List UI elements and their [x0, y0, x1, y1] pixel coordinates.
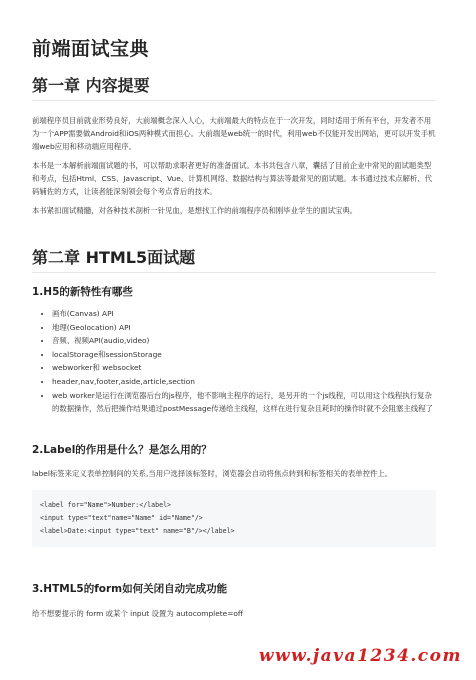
list-item: • localStorage和sessionStorage [52, 348, 436, 362]
list-item: • web worker是运行在浏览器后台的js程序，他不影响主程序的运行，是另开的一个js线程，可以用这个线程执行复杂的数据操作，然后把操作结果通过postMessage传递给主线程，这样在进行复杂且耗时的操作时就不会阻塞主线程了 [52, 389, 436, 416]
code-line: <label>Date:<input type="text" name="B"/></label> [40, 526, 235, 535]
list-item: • 画布(Canvas) API [52, 307, 436, 321]
section-3-heading: 3.HTML5的form如何关闭自动完成功能 [32, 582, 228, 595]
list-item: • 地理(Geolocation) API [52, 321, 436, 335]
chapter-1-paragraph: 本书是一本解析前端面试题的书，可以帮助求职者更好的准备面试。本书共包含八章，囊括了目前企业中常见的面试题类型和考点，包括Html、CSS、Javascript、Vue、计算机网络、数据结构与算法等最常见的面试题。本书通过技术点解析、代码辅佐的方式，让读者能深刻领会每个考点背后的技术。 [32, 161, 433, 196]
chapter-1-paragraph: 前端程序员目前就业形势良好，大前端概念深入人心，大前端最大的特点在于一次开发，同时适用于所有平台，开发者不用为一个APP需要做Android和iOS两种模式而担心。大前端是web统一的时代，利用web不仅能开发出网站，更可以开发手机端web应用和移动端应用程序。 [32, 116, 436, 151]
list-item: • 音频、视频API(audio,video) [52, 334, 436, 348]
chapter-2-heading: 第二章 HTML5面试题 [32, 245, 436, 273]
list-item: • header,nav,footer,aside,article,section [52, 375, 436, 389]
section-3-paragraph: 给不想要提示的 form 或某个 input 设置为 autocomplete=off [32, 608, 244, 618]
code-line: <input type="text"name="Name" id="Name"/> [40, 513, 203, 522]
document-title: 前端面试宝典 [32, 38, 150, 60]
section-2-paragraph: label标签来定义表单控制间的关系,当用户选择该标签时，浏览器会自动将焦点转到和标签相关的表单控件上。 [32, 468, 393, 478]
list-item: • webworker和 websocket [52, 361, 436, 375]
section-2-heading: 2.Label的作用是什么？是怎么用的？ [32, 443, 212, 456]
chapter-1-paragraph: 本书紧扣面试精髓，对各种技术剖析一针见血，是想找工作的前端程序员和刚毕业学生的面试宝典。 [32, 206, 358, 215]
code-block [32, 490, 436, 547]
document-page [32, 34, 436, 620]
site-watermark: www.java1234.com [258, 646, 462, 666]
h5-features-list [32, 307, 436, 416]
chapter-1-heading: 第一章 内容提要 [32, 73, 436, 101]
section-1-heading: 1.H5的新特性有哪些 [32, 286, 133, 298]
code-line: <label for="Name">Number:</label> [40, 500, 172, 509]
